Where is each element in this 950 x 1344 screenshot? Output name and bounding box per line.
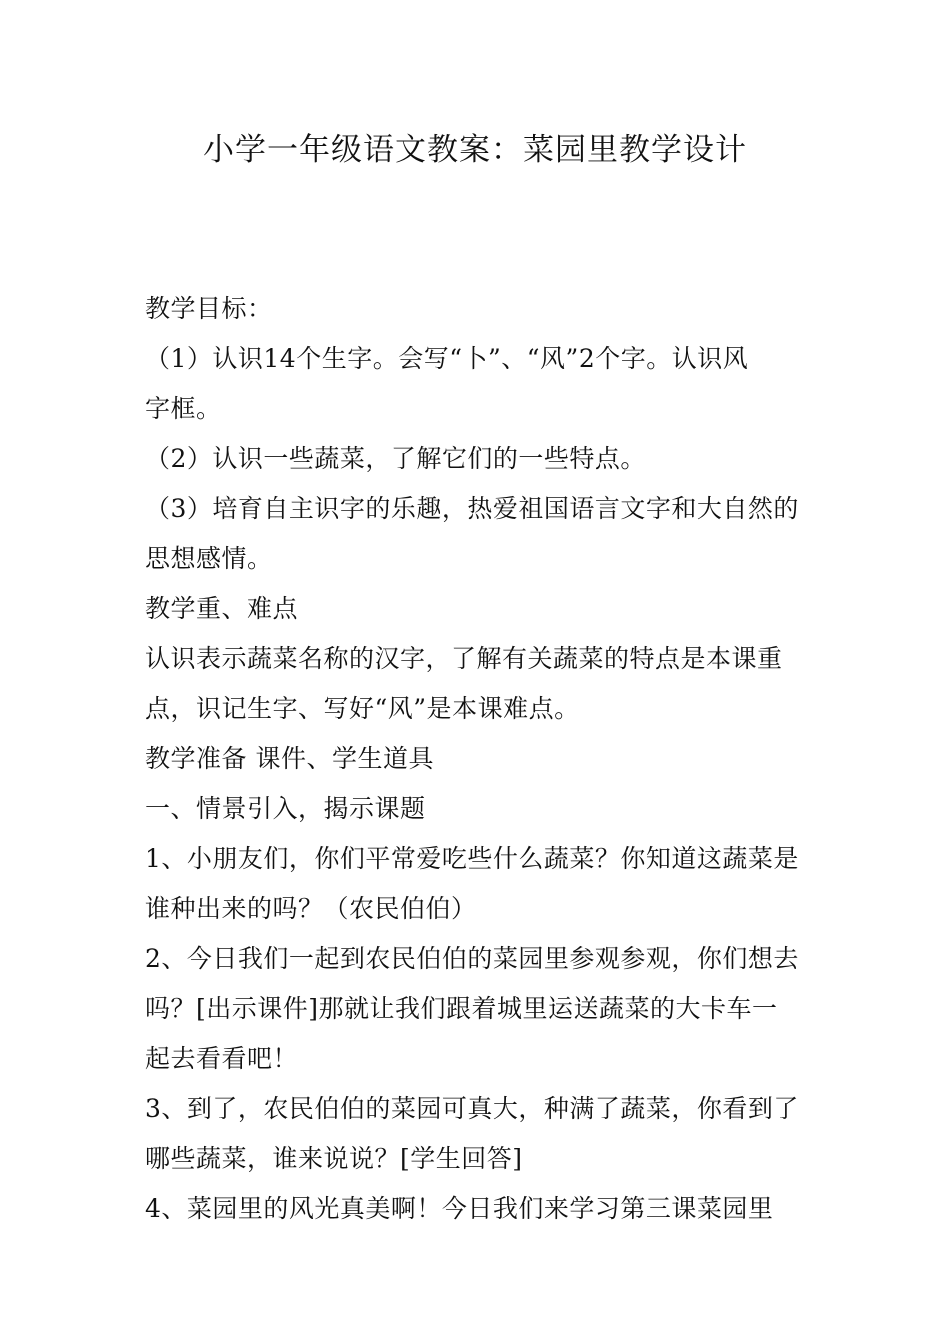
- text-line: 思想感情。: [145, 544, 273, 573]
- text-line: 谁种出来的吗？（农民伯伯）: [145, 894, 477, 923]
- text-line: 1、小朋友们，你们平常爱吃些什么蔬菜？你知道这蔬菜是: [145, 844, 799, 873]
- text-line: 3、到了，农民伯伯的菜园可真大，种满了蔬菜，你看到了: [145, 1094, 799, 1123]
- text-line: 吗？[出示课件]那就让我们跟着城里运送蔬菜的大卡车一: [145, 994, 778, 1023]
- text-line: 4、菜园里的风光真美啊！今日我们来学习第三课菜园里: [145, 1194, 774, 1223]
- text-line: （3）培育自主识字的乐趣，热爱祖国语言文字和大自然的: [145, 494, 799, 523]
- text-line: 认识表示蔬菜名称的汉字，了解有关蔬菜的特点是本课重: [145, 644, 783, 673]
- text-line: 教学目标：: [145, 294, 273, 323]
- text-line: 点，识记生字、写好“风”是本课难点。: [145, 694, 580, 723]
- text-line: 教学准备 课件、学生道具: [145, 744, 434, 773]
- text-line: （2）认识一些蔬菜，了解它们的一些特点。: [145, 444, 646, 473]
- text-line: 哪些蔬菜，谁来说说？[学生回答]: [145, 1144, 523, 1173]
- text-line: （1）认识14个生字。会写“卜”、“风”2个字。认识风: [145, 344, 749, 373]
- text-line: 起去看看吧！: [145, 1044, 299, 1073]
- text-line: 一、情景引入，揭示课题: [145, 794, 426, 823]
- text-line: 2、今日我们一起到农民伯伯的菜园里参观参观，你们想去: [145, 944, 799, 973]
- text-line: 字框。: [145, 394, 222, 423]
- document-title: 小学一年级语文教案：菜园里教学设计: [203, 132, 747, 168]
- text-line: 教学重、难点: [145, 594, 299, 623]
- document-body: [145, 284, 810, 1234]
